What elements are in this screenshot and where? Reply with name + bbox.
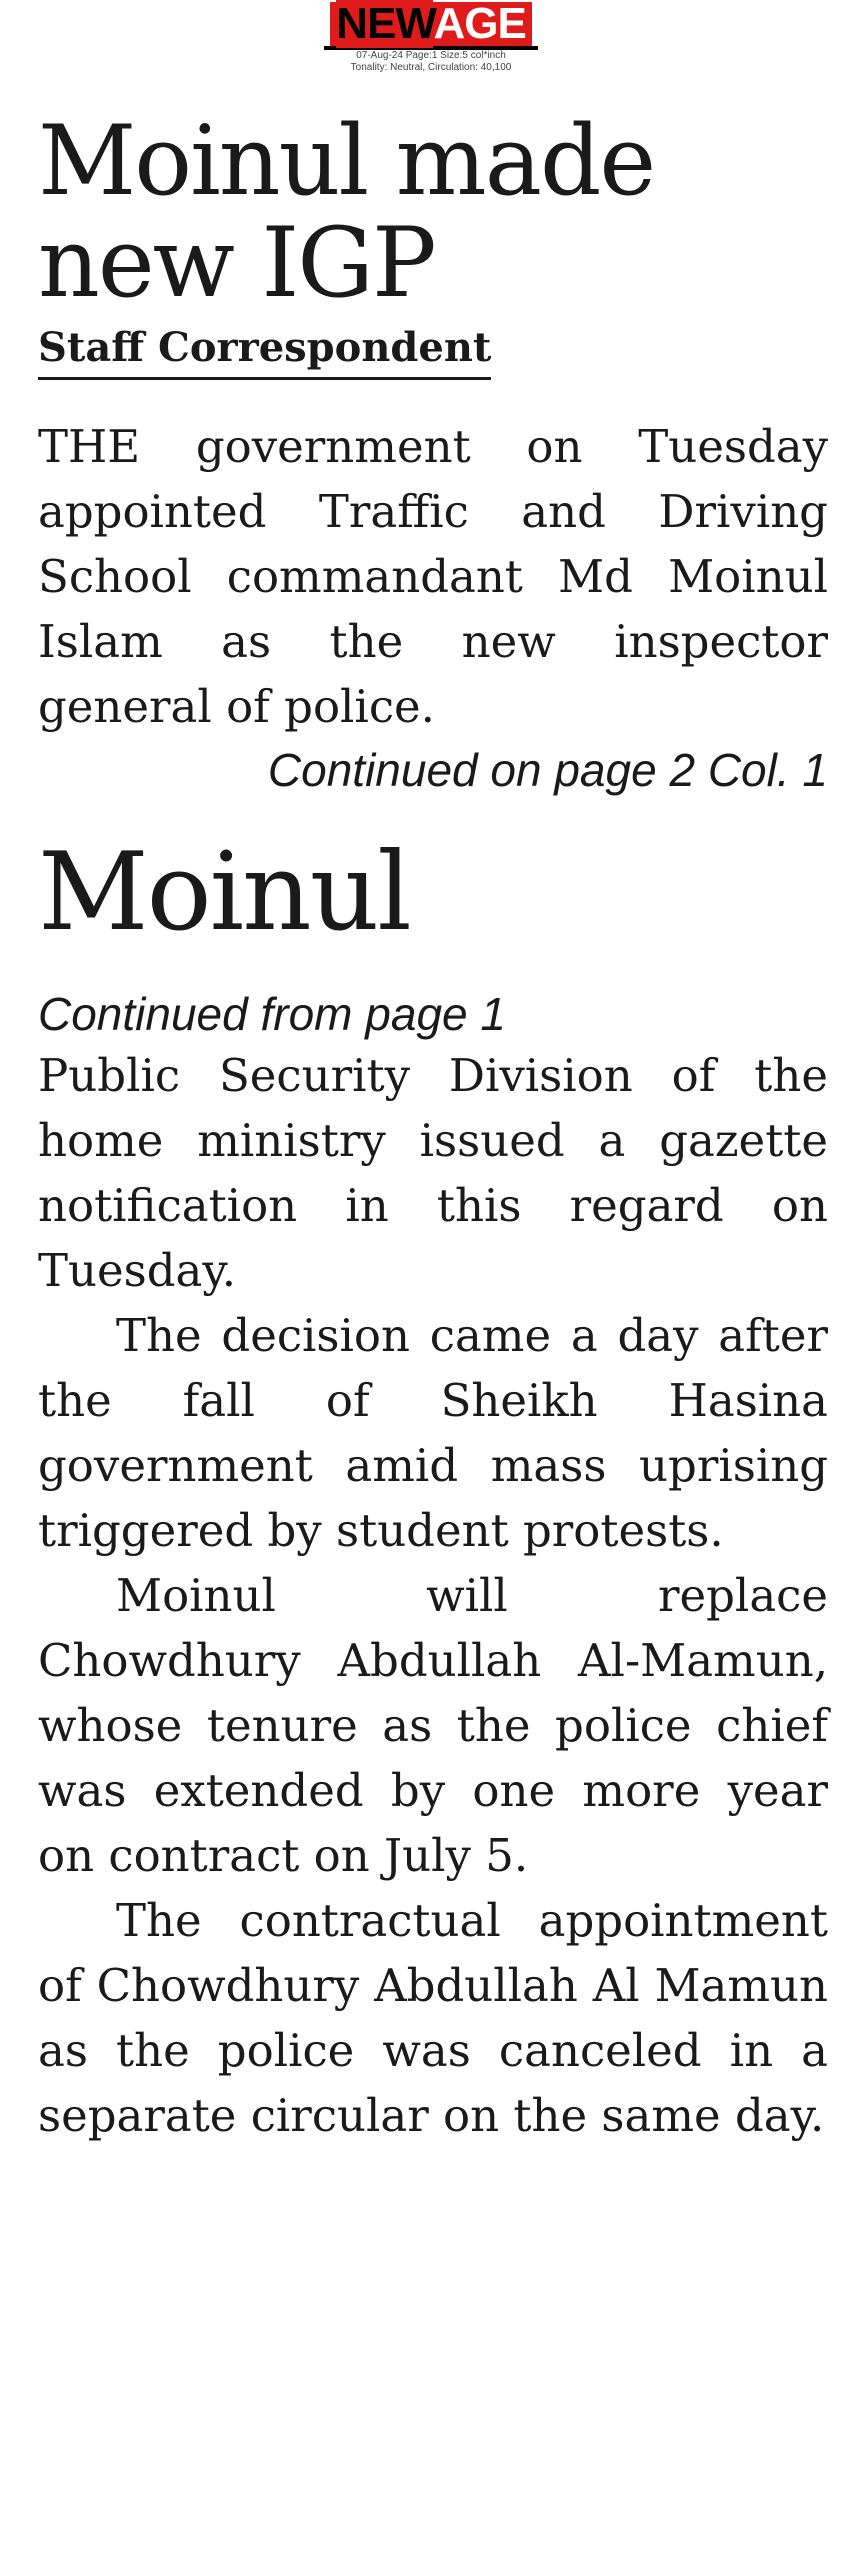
- masthead: [0, 0, 862, 74]
- byline: Staff Correspondent: [38, 324, 491, 380]
- headline-line2: new IGP: [38, 207, 435, 319]
- headline: [38, 105, 828, 319]
- body-paragraph-4: The contractual appointment of Chowdhury Abdullah Al Mamun as the police was canceled in a separate circular on the same day.: [38, 1894, 828, 2142]
- news-clipping: [38, 105, 828, 2148]
- body-paragraph-1: Public Security Division of the home ministry issued a gazette notification in this regard on Tuesday.: [38, 1049, 828, 1297]
- newspaper-logo: [330, 2, 532, 46]
- continued-from-note: Continued from page 1: [38, 988, 506, 1040]
- continued-on-note: Continued on page 2 Col. 1: [267, 744, 828, 796]
- body-paragraph-3: Moinul will replace Chowdhury Abdullah Al-Mamun, whose tenure as the police chief was extended by one more year on contract on July 5.: [38, 1569, 828, 1882]
- continuation-headline: Moinul: [38, 830, 410, 955]
- logo-new: NEW: [336, 0, 434, 48]
- clip-meta-line2: Tonality: Neutral, Circulation: 40,100: [350, 62, 512, 73]
- body-paragraph-2: The decision came a day after the fall of Sheikh Hasina government amid mass uprising triggered by student protests.: [38, 1309, 828, 1557]
- logo-age: AGE: [433, 0, 526, 48]
- lead-paragraph: THE government on Tuesday appointed Traffic and Driving School commandant Md Moinul Islam as the new inspector general of police.: [38, 420, 828, 733]
- headline-line1: Moinul made: [38, 105, 655, 217]
- clip-meta-line1: 07-Aug-24 Page:1 Size:5 col*inch: [356, 50, 506, 61]
